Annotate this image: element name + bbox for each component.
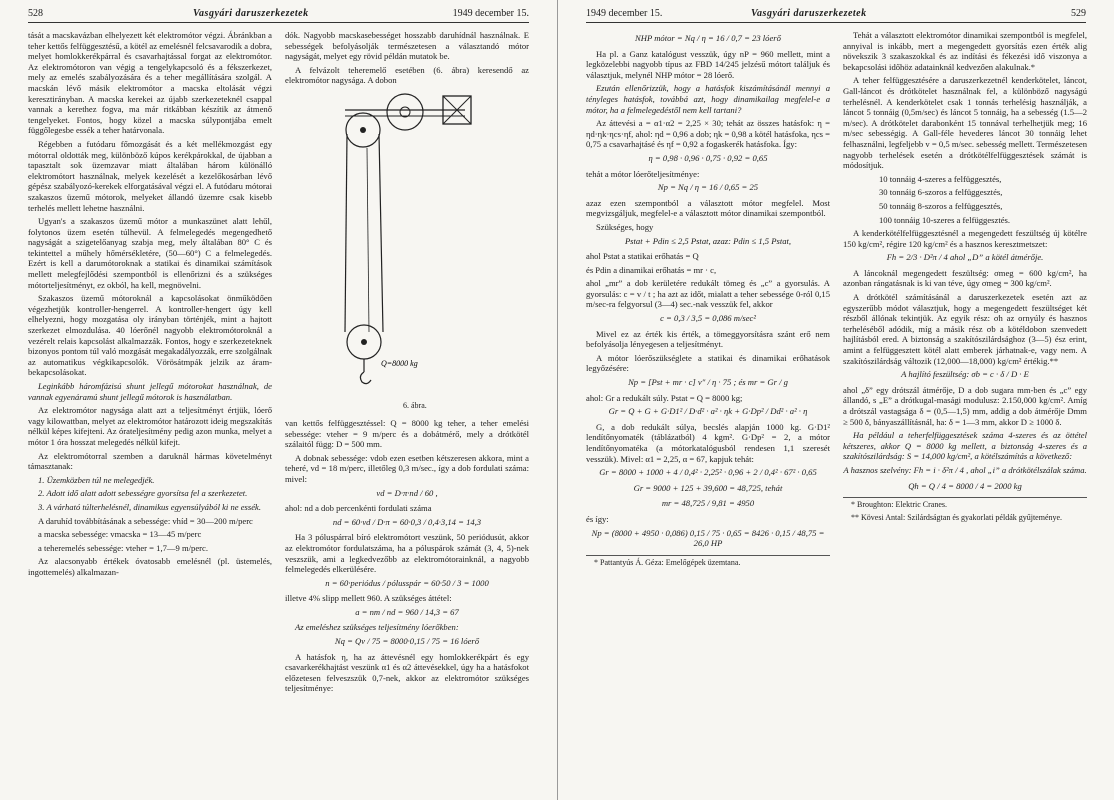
paragraph: A hatásfok η, ha az áttevésnél egy homlokkerékpárt és egy csavarkerékhajtást veszünk α1 és α2 áttevésekkel, úgy ha a hatásfokot előzetesen felveszszük 0,7-nek, akkor az elektromótor szükséges teljesítménye: [285,651,529,694]
right-column-2 [843,30,1087,790]
issue-date: 1949 december 15. [586,8,663,19]
paragraph: Ha pl. a Ganz katalógust vesszük, úgy nP = 960 mellett, mint a legközelebbi nagyobb típus az FBD 14/245 jelzésű mótort találjuk és választjuk, melynél NHP mótor = 28 lóerő. [586,48,830,80]
equation: Np = Nq / η = 16 / 0,65 = 25 [657,182,759,193]
paragraph: tását a macskavázban elhelyezett két elektromótor végzi. Ábránkban a teher kettős felfüggesztésű, a kötél az emelésnél felcsavarodik a dobra, melyet homlokkerékpárral és csavarhajtással forgat az elektromótor. Az elektromótoron van végig a tengelykapcsoló és a fékszerkezet, mely az emelés szabályozására és a teher megállítására szolgál. A macskán lévő másik elektromótor a macska eltolását végzi keresztirányban. A macska kerekei az újabb szerkezeteknél csappal vannak a kerethez fogva, ma már ritkábban készítik az átmenő tengelyeket. Fontos, hogy közel a macska súlypontjába emelt függőlegesbe essék a teher határvonala. [28,30,272,136]
paragraph: Tehát a választott elektromótor dinamikai szempontból is megfelel, annyival is inkább, mert a megengedett gyorsítás ezen érték alig növekszik 3 szakaszokkal és az indítási és fékezési idő viszonya a bekapcsolási időhöz adatainknál kedvezően alakulnak.* [843,30,1087,72]
hoist-diagram [285,90,529,400]
paragraph: Ezután ellenőrizzük, hogy a hatásfok kiszámításánál mennyi a tényleges hatásfok, továbbá azt, hogy dinamikailag megfelel-e a mótor, ha a felmelegedéstől nem kell tartani? [586,83,830,115]
equation: Qh = Q / 4 = 8000 / 4 = 2000 kg [908,480,1022,491]
page-number: 529 [1071,8,1086,19]
paragraph: A dobnak sebessége: vdob ezen esetben kétszeresen akkora, mint a teheré, vd = 18 m/perc, illetőleg 0,3 m/sec., így a dob fordulati száma: mivel: [285,452,529,484]
paragraph: ahol: Gr a redukált súly. Pstat = Q = 8000 kg; [586,392,743,403]
speed-line: a teheremelés sebessége: vteher = 1,7—9 m/perc. [38,542,208,553]
running-title: Vasgyári daruszerkezetek [193,8,309,19]
equation: nd = 60·vd / D·π = 60·0,3 / 0,4·3,14 = 14,3 [332,516,482,527]
footnote-text: * Pattantyús Á. Géza: Emelőgépek üzemtana. [594,557,741,567]
definition-line: és Pdin a dinamikai erőhatás = mr · c, [586,264,717,275]
suspension-row: 30 tonnáig 6-szoros a felfüggesztés, [879,187,1003,198]
paragraph: Régebben a futódaru főmozgását és a két mellékmozgást egy mótorral oldották meg, különböző kúpos kerékpárokkal, de újabban a tapasztalt sok üzemzavar miatt általában három különálló elektromótort használnak, melyek kezelését a kezelőkosárban lévő gépész szabályozó-kerekek elforgatásával végzi el. A futódaru mótorai szakaszos üzemű mótorok, melyeket állandó üzemre csak kisebb terhelés mellett lehetne használni. [28,138,272,213]
paragraph: A felvázolt teheremelő esetében (6. ábra) keresendő az elektromótor nagysága. A dobon [285,64,529,86]
paragraph: Az áttevési a = α1·α2 = 2,25 × 30; tehát az összes hatásfok: η = ηd·ηk·ηcs·ηf, ahol: ηd = 0,96 a dob; ηk = 0,98 a kötél hatásfoka, ηcs = 0,75 a csavarhajtásé és ηf = 0,92 a fogaskerék hatásfoka. Így: [586,118,830,150]
equation: a = nm / nd = 960 / 14,3 = 67 [355,606,459,617]
paragraph: van kettős felfüggesztéssel: Q = 8000 kg teher, a teher emelési sebessége: vteher = 9 m/perc és a dobátmérő, mely a drótkötél szálaitól függ: D = 500 mm. [285,417,529,450]
suspension-row: 50 tonnáig 8-szoros a felfüggesztés, [879,200,1003,211]
equation: vd = D·π·nd / 60 , [376,487,438,498]
definition-line: ahol Pstat a statikai erőhatás = Q [586,251,699,262]
figure-caption: 6. ábra. [403,401,427,411]
equation: c = 0,3 / 3,5 = 0,086 m/sec² [660,313,756,324]
suspension-row: 10 tonnáig 4-szeres a felfüggesztés, [879,173,1002,184]
equation: A hasznos szelvény: Fh = i · δ²π / 4 , ahol „i” a drótkötélszálak száma. [843,464,1087,475]
paragraph: ahol: nd a dob percenkénti fordulati száma [285,503,432,514]
equation: mr = 48,725 / 9,81 = 4950 [661,498,755,509]
paragraph: A mótor lóerőszükséglete a statikai és dinamikai erőhatások legyőzésére: [586,352,830,374]
paragraph: ahol „δ” egy drótszál átmérője, D a dob sugara mm-ben és „c” egy állandó, s „E” a drótkugal-masági modulusz: 2.150,000 kg/cm². Amíg a drótszál vastagsága δ = (0,5—1,5) mm, addig a dob átmérője Dmm ≥ 500 δ, bányaszállításnál, ha: δ = 1—3 mm, akkor D ≥ 1000 δ. [843,384,1087,427]
equation: Fh = 2/3 · D²π / 4 ahol „D” a kötél átmérője. [886,252,1044,263]
right-page-header [586,8,1086,23]
paragraph: Az emeléshez szükséges teljesítmény lóerőkben: [295,622,459,633]
paragraph: Az elektromótorral szemben a daruknál hármas követelményt támasztanak: [28,450,272,472]
paragraph: Mivel ez az érték kis érték, a tömeggyorsításra szánt erő nem befolyásolja lényegesen a teljesítményt. [586,328,830,350]
paragraph: tehát a mótor lóerőteljesítménye: [586,168,700,179]
paragraph: A láncoknál megengedett feszültség: σmeg = 600 kg/cm², ha azonban rángatásnak is ki van téve, úgy σmeg = 300 kg/cm². [843,267,1087,289]
paragraph: Az elektromótor nagysága alatt azt a teljesítményt értjük, lóerő vagy kilowattban, melyet az elektromótor határozott ideig megszakítás nélkül képes kifejteni. Az órateljesítmény pedig azon munka, melyet a mótor 1 óra hosszat melegedés nélkül kifejt. [28,405,272,447]
suspension-row: 100 tonnáig 10-szeres a felfüggesztés. [879,214,1011,225]
paragraph: ahol „mr” a dob kerületére redukált tömeg és „c” a gyorsulás. A gyorsulás: c = v / t ; ha azt az időt, mialatt a teher sebessége 0-ról 0,15 m/sec-ra felgyorsul (3—4) sec.-nak vesszük fel, akkor [586,278,830,310]
equation: n = 60·periódus / pólusspár = 60·50 / 3 = 1000 [325,577,489,588]
equation: Np = [Pst + mr · c] v″ / η · 75 ; és mr = Gr / g [628,377,788,388]
paragraph: Ugyan's a szakaszos üzemű mótor a munkaszünet alatt lehűl, folytonos üzem esetén túlhevül. A felmelegedés megengedhető nagyságát a szigetelőanyag szabja meg, mely általában 80° C és tekintettel a műhely hőmérsékletére, (50—60°) C a felmelegedés. Ezért is kell a darumótoroknak a statikai és dinamikai számítások mellett melegfejlődési szempontból is ellenőrizni és a szükséges mótorteljesítményt, ez okból, ha kell, megnövelni. [28,216,272,290]
paragraph: Szakaszos üzemű mótoroknál a kapcsolásokat önműködően végezhetjük kontroller-hengerrel. A kontroller-hengert úgy kell elhelyezni, hogy mozgatása oly irányban történjék, mint a hajtott szerkezet elmozdulása. 40 lóerőnél nagyobb elektromótoroknál a vezérelt relais kapcsolást alkalmazzák. Fontos, hogy e szerkezeteknek bizonyos pontom túl való mozgását megakadályozzák, erre szolgálnak az automatikus végkikapcsolók. Vörösátmpák jelzik az áram-bekapcsolásokat. [28,293,272,378]
paragraph: azaz ezen szempontból a választott mótor megfelel. Most megvizsgáljuk, megfelel-e a választott mótor dinamikai szempontból. [586,197,830,219]
left-column-1 [28,30,272,790]
paragraph: Az alacsonyabb értékek óvatosabb emelésnél (pl. üstemelés, ingottemelés) alkalmazan- [28,556,272,577]
page-number: 528 [28,8,43,19]
equation: Nq = Qv / 75 = 8000·0,15 / 75 = 16 lóerő [334,636,480,647]
right-column-1 [586,30,830,790]
equation: Gr = 8000 + 1000 + 4 / 0,4² · 2,25² · 0,96 + 2 / 0,4² · 67² · 0,65 [599,467,817,478]
paragraph: Ha például a teherfelfüggesztések száma 4-szeres és az öttétel kétszeres, akkor Q = 8000 kg mellett, a biztonság 4-szeres és a szakítószilárdság: S = 14,000 kg/cm², a kötélszámítás a következő: [843,430,1087,462]
paragraph: és így: [586,513,609,524]
equation: NHP mótor = Nq / η = 16 / 0,7 = 23 lóerő [635,33,781,43]
load-label: Q=8000 kg [381,358,418,368]
paragraph: Leginkább háromfázisú shunt jellegű mótorokat használnak, de vannak egyenáramú shunt jellegű mótorok is használatban. [28,381,272,402]
equation: Gr = Q + G + G·D1² / D·d² · a² · ηk + G·Dp² / Dd² · a² · η [608,406,808,417]
equation: Pstat + Pdin ≤ 2,5 Pstat, azaz: Pdin ≤ 1,5 Pstat, [624,235,792,246]
requirement-item: 2. Adott idő alatt adott sebességre gyorsítsa fel a szerkezetet. [38,488,248,499]
equation: A hajlító feszültség: σb = c · δ / D · E [901,369,1029,380]
paragraph: dók. Nagyobb macskasebességet hosszabb daruhídnál használnak. E sebességek befolyásolják természetesen a választandó mótor nagyságát, melyet egy rövid példán mutatok be. [285,30,529,62]
equation: Gr = 9000 + 125 + 39,600 = 48,725, tehát [633,482,783,493]
right-page [557,0,1114,800]
speed-line: a macska sebessége: vmacska = 13—45 m/perc [38,529,202,540]
speed-line: A daruhíd továbbításának a sebessége: vhíd = 30—200 m/perc [38,515,253,526]
running-title: Vasgyári daruszerkezetek [751,8,867,19]
requirement-item: 3. A várható túlterhelésnél, dinamikus egyensúlyából ki ne essék. [38,501,261,512]
issue-date: 1949 december 15. [452,8,529,19]
footnote [586,555,830,569]
paragraph: G, a dob redukált súlya, becslés alapján 1000 kg. G·D1² lendítőnyomaték (táblázatból) 4 kgm². G·Dp² = 2, a mótor lendítőnyomatéka (a mótorkatalógusból rendesen 1,1 szeresét vesszük). Mivel: α1 = 2,25, α = 67, kapjuk tehát: [586,421,830,464]
paragraph: A teher felfüggesztésére a daruszerkezetnél kenderkötelet, láncot, Gall-láncot és drótkötelet használnak fel, a különböző nagyságú terhelésnél. A kenderkötelet csak 1 tonnás terhelésig használják, a láncot 5 tonnáig (0,5m/sec) és láncot 5 tonnáig, ha a sebesség (1.5—2 m/sec). A drótkötelet darabonként 15 tonnával terhelhetjük meg; 16 m/sec sebességig. A Gall-féle hevederes láncot 30 tonnáig lehet felhasználni, legfeljebb v = 0,5 m/sec. sebesség mellett. Természetesen nagyobb terhelések esetén a drótkötélfelfüggesztések számát is módosítjuk. [843,75,1087,171]
footnotes [843,497,1087,523]
paragraph: illetve 4% slipp mellett 960. A szükséges áttétel: [285,593,452,604]
footnote-text: ** Kövesi Antal: Szilárdságtan és gyakorlati példák gyűjteménye. [851,512,1063,522]
left-page-header [28,8,529,23]
left-column-2 [285,30,529,790]
paragraph: A kenderkötélfelfüggesztésnél a megengedett feszültség új kötélre 150 kg/cm², régire 120 kg/cm² és a hasznos keresztmetszet: [843,228,1087,249]
hoist-figure [285,90,529,412]
paragraph: Szükséges, hogy [596,221,654,232]
requirement-item: 1. Üzemközben túl ne melegedjék. [38,474,155,485]
equation: η = 0,98 · 0,96 · 0,75 · 0,92 = 0,65 [648,152,768,163]
footnote-text: * Broughton: Elektric Cranes. [851,500,947,510]
equation: Np = (8000 + 4950 · 0,086) 0,15 / 75 · 0,65 = 8426 · 0,15 / 48,75 = 26,0 HP [591,527,825,549]
paragraph: A drótkötél számításánál a daruszerkezetek esetén azt az egyszerűbb módot választjuk, hogy a megengedett feszültséget két részből állónak tekintjük. Az egyik rész: σh az ornyúly és hasznos terheléséből adódik, míg a másik rész σb a kötéldobon szenvedett hajlításból ered. A biztonság a szakítószilárdsághoz (3—5) ész erint, amint a felfüggesztett kötél alatt emberek járhatnak-e, vagy nem. A szakítószilárdság változik (12,000—18,000) kg/cm² értékig.** [843,292,1087,366]
paragraph: Ha 3 póluspárral bíró elektromótort veszünk, 50 periódusút, akkor az elektromótor fordulatszáma, ha a póluspárok számát (3, 4, 5)-nek veszszük, ami a legkedvezőbb az elektromótorainknál, a nagyobb felmelegedés elkerülésére. [285,532,529,575]
